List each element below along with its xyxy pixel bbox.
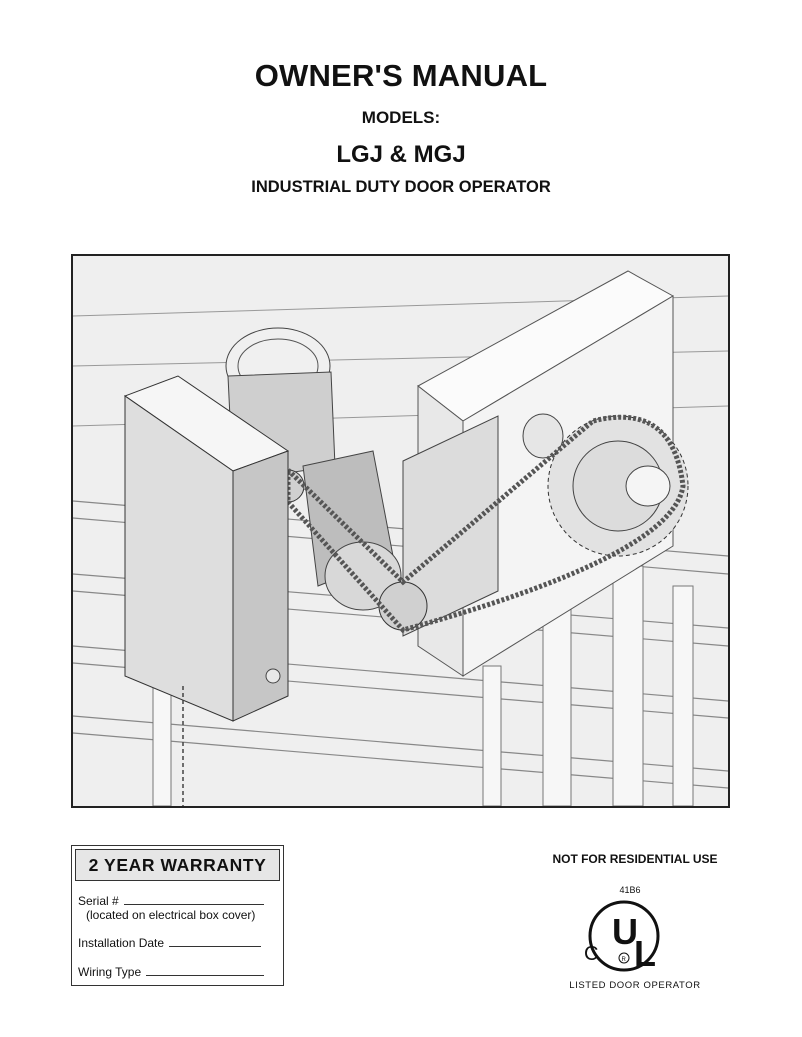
- ul-mark-l: L: [634, 933, 656, 974]
- serial-line: [124, 894, 264, 905]
- warranty-box: [71, 845, 284, 986]
- serial-note: (located on electrical box cover): [86, 908, 256, 922]
- product-subtitle: INDUSTRIAL DUTY DOOR OPERATOR: [251, 178, 551, 196]
- models-label: MODELS:: [361, 108, 441, 127]
- door-operator-illustration: [71, 254, 730, 808]
- ul-mark-r: R: [621, 957, 626, 963]
- ul-mark-u: U: [612, 911, 638, 952]
- wiring-label: Wiring Type: [78, 965, 142, 979]
- installation-line: [169, 936, 261, 947]
- installation-date-field: [78, 936, 261, 950]
- residential-notice: NOT FOR RESIDENTIAL USE: [552, 852, 718, 866]
- sprocket-hub: [626, 466, 670, 506]
- page-title: OWNER'S MANUAL: [254, 58, 548, 93]
- door-operator-drawing: [73, 256, 728, 806]
- model-names: LGJ & MGJ: [336, 141, 466, 168]
- control-box-side: [233, 451, 288, 721]
- serial-number-field: [78, 894, 264, 908]
- ul-caption: LISTED DOOR OPERATOR: [569, 980, 701, 991]
- wiring-line: [146, 965, 264, 976]
- ul-code: 41B6: [619, 885, 641, 895]
- warranty-heading: 2 YEAR WARRANTY: [75, 849, 280, 881]
- ul-mark-c: C: [584, 943, 599, 965]
- wiring-type-field: [78, 965, 264, 979]
- installation-label: Installation Date: [78, 936, 165, 950]
- ul-listing-mark: [572, 896, 682, 976]
- serial-label: Serial #: [78, 894, 119, 908]
